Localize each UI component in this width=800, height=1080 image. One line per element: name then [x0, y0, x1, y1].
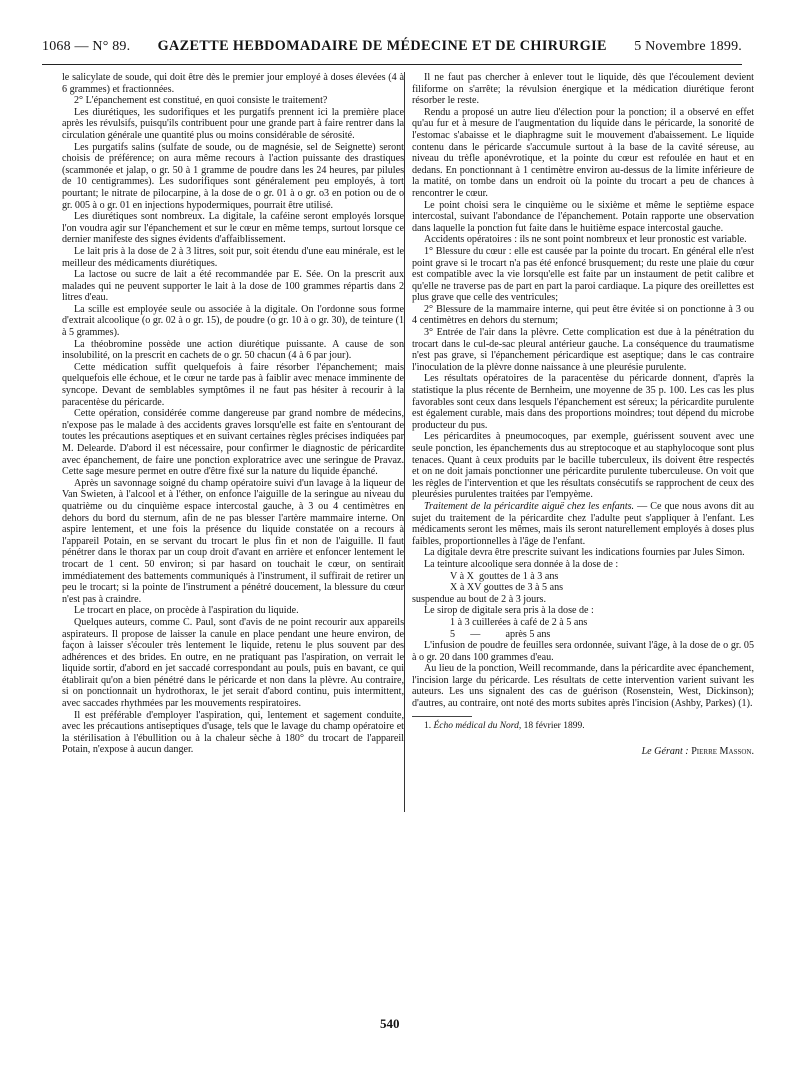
- issue-date: 5 Novembre 1899.: [634, 39, 742, 54]
- paragraph: Le lait pris à la dose de 2 à 3 litres, soit pur, soit étendu d'une eau minérale, est le meilleur des médicaments diurétiques.: [62, 245, 404, 269]
- paragraph: 2° L'épanchement est constitué, en quoi consiste le traitement?: [74, 95, 328, 107]
- paragraph: Cette médication suffit quelquefois à faire résorber l'épanchement; mais quelquefois elle échoue, et le cœur ne tarde pas à faiblir avec menace imminente de syncope. Devant de semblables symptômes il ne faut pas hésiter à recourir à la paracentèse du péricarde.: [62, 361, 404, 408]
- paragraph: Il est préférable d'employer l'aspiration, qui, lentement et sagement conduite, avec les précautions antiseptiques d'usage, tels que le lavage du champ opératoire et la stérilisation à l'ébullition ou à la chaleur sèche à 180° du trocart de l'appareil Potain, n'expose à aucun danger.: [62, 709, 404, 756]
- paragraph: Après un savonnage soigné du champ opératoire suivi d'un lavage à la liqueur de Van Swieten, à l'alcool et à l'éther, on enfonce l'aiguille de la seringue au niveau du quatrième ou du cinquième espace intercostal gauche, à 3 ou 4 centimètres en dehors du bord du sternum, afin de ne pas blesser l'artère mammaire interne. On aspire lentement, et une fois la présence du liquide constatée on a recours à l'appareil Potain, en se servant du trocart le plus fin et non de l'aiguille. Il faut pénétrer dans le thorax par un coup droit d'avant en arrière et enfoncer lentement le trocart de 1 cent. 50 environ; si par hasard on touchait le cœur, on sentirait immédiatement des battements communiqués à l'instrument, il suffirait de retirer un peu le trocart; si la pointe de l'instrument a pénétré doucement, la blessure du cœur n'est pas à craindre.: [62, 477, 404, 605]
- paragraph: Les purgatifs salins (sulfate de soude, ou de magnésie, sel de Seignette) seront choisis de préférence; on aura même recours à l'action puissante des drastiques (scammonée et jalap, o gr. 50 à 1 gramme de poudre dans les 24 heures, par pilules de 10 centigrammes). Les sudorifiques sont généralement peu employés, à tort pourtant; le nitrate de pilocarpine, à la dose de o gr. 01 à o gr. o3 en potion ou de o gr. 005 à o gr. 01 en injections hypodermiques, pourrait être utilisé.: [62, 141, 404, 211]
- paragraph: La lactose ou sucre de lait a été recommandée par E. Sée. On la prescrit aux malades qui ne peuvent supporter le lait à la dose de 100 grammes répartis dans 2 litres d'eau.: [62, 269, 404, 304]
- dosage-line: 5 — après 5 ans: [450, 628, 551, 640]
- paragraph: La théobromine possède une action diurétique puissante. A cause de son insolubilité, on la prescrit en cachets de o gr. 50 chacun (4 à 6 par jour).: [62, 338, 404, 362]
- footnote-date: , 18 février 1899.: [518, 720, 585, 731]
- footnote-rule: [412, 716, 472, 717]
- enfants-paragraph: [412, 501, 754, 547]
- signature-name: Pierre Masson.: [691, 746, 754, 758]
- paragraph: Quelques auteurs, comme C. Paul, sont d'avis de ne point recourir aux appareils aspirateurs. Il propose de laisser la canule en place pendant une heure environ, de façon à laisser s'écouler très lentement le liquide, retenu le plus souvent par des adhérences et des brides. En outre, en ne pratiquant pas l'aspiration, on verrait le liquide sortir, d'abord en jet saccadé correspondant au pouls, puis en bavant, ce qui établirait qu'on a bien pénétré dans le péricarde et non dans la plèvre. Au contraire, si on ponctionnait un hydrothorax, le jet serait d'abord continu, puis intermittent, avec saccades rhythmées par les mouvements respiratoires.: [62, 616, 404, 710]
- paragraph: 3° Entrée de l'air dans la plèvre. Cette complication est due à la pénétration du trocart dans le cul-de-sac pleural antérieur gauche. La conséquence du traumatisme n'est pas grave, si l'épanchement péricardique est aseptique; dans le cas contraire l'inoculation de la plèvre donne naissance à une pleurésie purulente.: [412, 327, 754, 373]
- paragraph: Accidents opératoires : ils ne sont point nombreux et leur pronostic est variable.: [424, 234, 747, 246]
- dosage-line: X à XV gouttes de 3 à 5 ans: [450, 582, 564, 594]
- paragraph: Les diurétiques sont nombreux. La digitale, la caféine seront employés lorsque l'on voudra agir sur l'épanchement et sur le cœur en même temps, surtout lorsque ce dernier manifeste des signes évidents d'affaiblissement.: [62, 211, 404, 246]
- signature: [412, 746, 754, 758]
- section-heading: Traitement de la péricardite aiguë chez les enfants.: [424, 500, 635, 512]
- paragraph: Le point choisi sera le cinquième ou le sixième et même le septième espace intercostal, suivant l'abondance de l'épanchement. Potain rapporte une observation dans laquelle la ponction fut faite dans le huitième espace intercostal gauche.: [412, 199, 754, 234]
- paragraph: La digitale devra être prescrite suivant les indications fournies par Jules Simon.: [424, 547, 745, 559]
- paragraph: 2° Blessure de la mammaire interne, qui peut être évitée si on ponctionne à 3 ou 4 centimètres en dehors du sternum;: [412, 303, 754, 327]
- issue-number: 1068 — N° 89.: [42, 39, 131, 54]
- paragraph: La scille est employée seule ou associée à la digitale. On l'ordonne sous forme d'extrait alcoolique (o gr. 02 à o gr. 15), de poudre (o gr. 10 à o gr. 30), de teinture (1 à 5 grammes).: [62, 303, 404, 339]
- dosage-line: 1 à 3 cuillerées à café de 2 à 5 ans: [450, 616, 588, 628]
- footnote-number: 1.: [424, 720, 434, 731]
- paragraph: Au lieu de la ponction, Weill recommande, dans la péricardite avec épanchement, l'incision large du péricarde. Les résultats de cette intervention varient suivant les auteurs. Les uns signalent des cas de guérison (Rosenstein, West, Dickinson); d'autres, au contraire, ont noté des morts subites après l'incision (Ashby, Parkes) (1).: [412, 663, 754, 710]
- paragraph: La teinture alcoolique sera donnée à la dose de :: [424, 558, 619, 570]
- paragraph: Les résultats opératoires de la paracentèse du péricarde donnent, d'après la statistique la plus récente de Bernheim, une moyenne de 35 p. 100. Les cas les plus favorables sont ceux dans lesquels l'épanchement est séreux; la péricardite purulente est également curable, mais dans des proportions moindres; tout dépend du microbe producteur du pus.: [412, 373, 754, 431]
- dosage-table-teinture: [450, 571, 754, 594]
- paragraph-text: — Ce que nous avons dit au sujet du traitement de la péricardite chez l'adulte peut s'appliquer à l'enfant. Les médicaments seront les mêmes, mais ils seront naturellement employés à doses plus faibles, proportionnelles à l'âge de l'enfant.: [412, 500, 754, 547]
- paragraph: Les péricardites à pneumocoques, par exemple, guérissent souvent avec une seule ponction, les épanchements dus au streptocoque et au staphylocoque sont plus tenaces. Quant à ceux produits par le bacille tuberculeux, ils doivent être respectés et on ne doit jamais ponctionner une péricardite purulente tuberculeuse. On voit que les règles de l'intervention et que les résultats consécutifs se rapprochent de ceux des pleurésies purulentes traitées par l'empyème.: [412, 431, 754, 501]
- header-rule: [42, 64, 742, 65]
- paragraph: le salicylate de soude, qui doit être dès le premier jour employé à doses élevées (4 à 6 grammes) et fractionnées.: [62, 72, 404, 95]
- journal-title: GAZETTE HEBDOMADAIRE DE MÉDECINE ET DE CHIRURGIE: [157, 38, 607, 54]
- dosage-table-sirop: [450, 617, 754, 640]
- paragraph: Le sirop de digitale sera pris à la dose de :: [424, 605, 594, 617]
- paragraph: Il ne faut pas chercher à enlever tout le liquide, dès que l'écoulement devient filiforme on s'arrête; la révulsion énergique et la médication diurétique feront résorber le reste.: [412, 72, 754, 107]
- paragraph: Les diurétiques, les sudorifiques et les purgatifs prennent ici la première place après les révulsifs, puisqu'ils contribuent pour une grande part à faire rentrer dans la circulation générale une quantité plus ou moins considérable de sérosité.: [62, 106, 404, 141]
- left-column: [62, 72, 404, 756]
- right-column: [412, 72, 754, 758]
- paragraph: Cette opération, considérée comme dangereuse par grand nombre de médecins, n'expose pas le malade à des accidents graves lorsqu'elle est faite en s'entourant de toutes les précautions aseptiques et en suivant certaines règles précises indiquées par M. Delearde. D'abord il est nécessaire, pour confirmer le diagnostic de péricardite avec épanchement, de faire une ponction exploratrice avec une seringue de Pravaz. Cette sage mesure permet en outre d'être fixé sur la nature du liquide épanché.: [62, 408, 404, 478]
- page-number: 540: [380, 1016, 400, 1031]
- paragraph: L'infusion de poudre de feuilles sera ordonnée, suivant l'âge, à la dose de o gr. 05 à o gr. 20 dans 100 grammes d'eau.: [412, 640, 754, 663]
- footnote-source: Écho médical du Nord: [433, 720, 519, 731]
- dosage-line: V à X gouttes de 1 à 3 ans: [450, 570, 559, 582]
- running-header: [42, 38, 742, 62]
- signature-label: Le Gérant :: [641, 746, 692, 758]
- footnote: [412, 721, 754, 733]
- paragraph: Rendu a proposé un autre lieu d'élection pour la ponction; il a observé en effet qu'au fur et à mesure de l'augmentation du liquide dans le péricarde, la sonorité de l'estomac s'abaisse et le diaphragme suit le mouvement d'abaissement. Le liquide contenu dans le péricarde s'accumule surtout à la base de la cavité séreuse, au niveau du trèfle aponévrotique, et la pointe du cœur est refoulée en haut et en dedans. En ponctionnant à 1 centimètre environ au-dessus de la limite inférieure de la matité, on tombe dans un endroit où la pointe du trocart a peu de chances à rencontrer le cœur.: [412, 106, 754, 199]
- column-divider: [404, 72, 405, 812]
- paragraph: 1° Blessure du cœur : elle est causée par la pointe du trocart. En général elle n'est point grave si le trocart n'a pas été enfoncé brusquement; du reste une plaie du cœur est compatible avec la vie lorsqu'elle est faite par un instaument de petit calibre et qu'elle ne traverse pas de part en part la paroi cardiaque. La piqure des oreillettes est plus grave que celle des ventricules;: [412, 245, 754, 304]
- paragraph: Le trocart en place, on procède à l'aspiration du liquide.: [74, 605, 299, 617]
- paragraph: suspendue au bout de 2 à 3 jours.: [412, 593, 546, 605]
